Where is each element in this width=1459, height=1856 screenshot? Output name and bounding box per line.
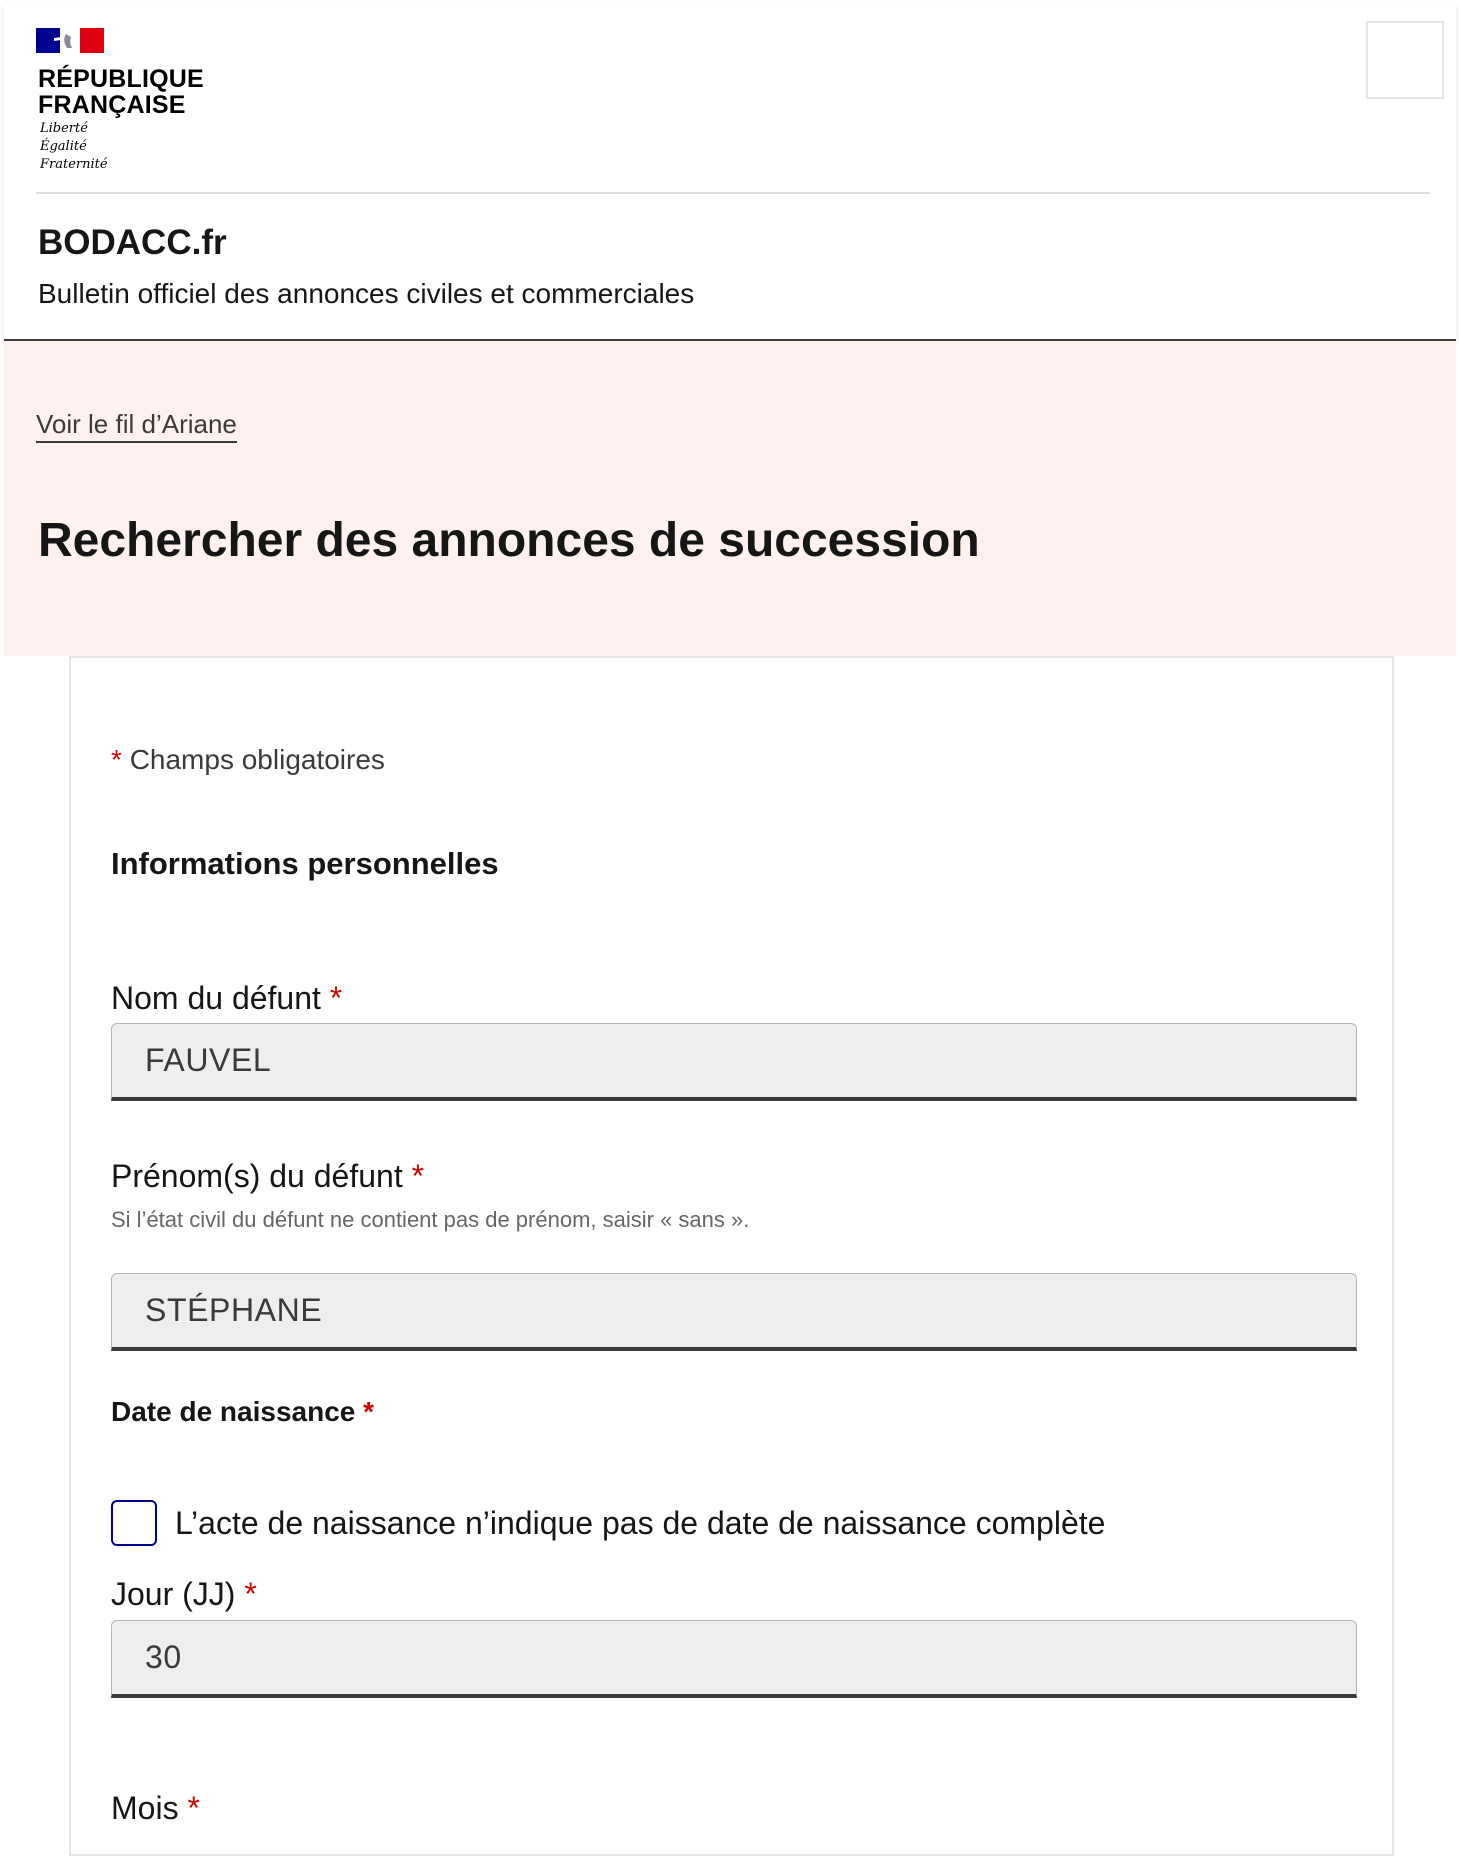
required-marker: * [329, 980, 343, 1016]
site-header [4, 4, 1456, 341]
site-title[interactable]: BODACC.fr [38, 223, 227, 262]
first-name-input[interactable] [111, 1273, 1357, 1351]
last-name-label-text: Nom du défunt [111, 980, 321, 1016]
marianne-flag-icon [36, 28, 104, 53]
page-hero [4, 341, 1456, 656]
breadcrumb-toggle-button[interactable]: Voir le fil d’Ariane [36, 407, 237, 443]
birth-month-label-text: Mois [111, 1790, 179, 1826]
last-name-label [111, 978, 342, 1018]
required-fields-note [111, 742, 385, 778]
required-marker: * [244, 1576, 257, 1612]
required-marker: * [363, 1396, 375, 1427]
section-title-personal-info: Informations personnelles [111, 846, 499, 881]
birth-day-label-text: Jour (JJ) [111, 1576, 236, 1612]
republic-motto: Liberté Égalité Fraternité [40, 121, 108, 172]
first-name-hint: Si l’état civil du défunt ne contient pas de prénom, saisir « sans ». [111, 1207, 750, 1232]
birth-month-label [111, 1788, 200, 1828]
last-name-input[interactable] [111, 1023, 1357, 1101]
birth-day-label [111, 1574, 257, 1614]
first-name-label-text: Prénom(s) du défunt [111, 1158, 403, 1194]
required-marker: * [111, 744, 122, 775]
incomplete-birth-date-checkbox[interactable] [111, 1500, 157, 1546]
birth-date-legend [111, 1392, 374, 1432]
birth-day-input[interactable] [111, 1620, 1357, 1698]
incomplete-birth-date-option[interactable] [111, 1498, 1105, 1548]
page-title: Rechercher des annonces de succession [38, 514, 980, 567]
required-marker: * [411, 1158, 425, 1194]
required-fields-note-text: Champs obligatoires [129, 744, 385, 775]
required-marker: * [187, 1790, 200, 1826]
first-name-label [111, 1156, 424, 1196]
menu-button[interactable] [1366, 21, 1444, 99]
succession-search-form [69, 656, 1394, 1856]
site-tagline: Bulletin officiel des annonces civiles et commerciales [38, 278, 695, 309]
incomplete-birth-date-label[interactable]: L’acte de naissance n’indique pas de date de naissance complète [175, 1505, 1106, 1541]
header-divider [36, 192, 1430, 194]
republique-francaise-name: RÉPUBLIQUE FRANÇAISE [38, 65, 204, 119]
birth-date-legend-text: Date de naissance [111, 1396, 356, 1427]
